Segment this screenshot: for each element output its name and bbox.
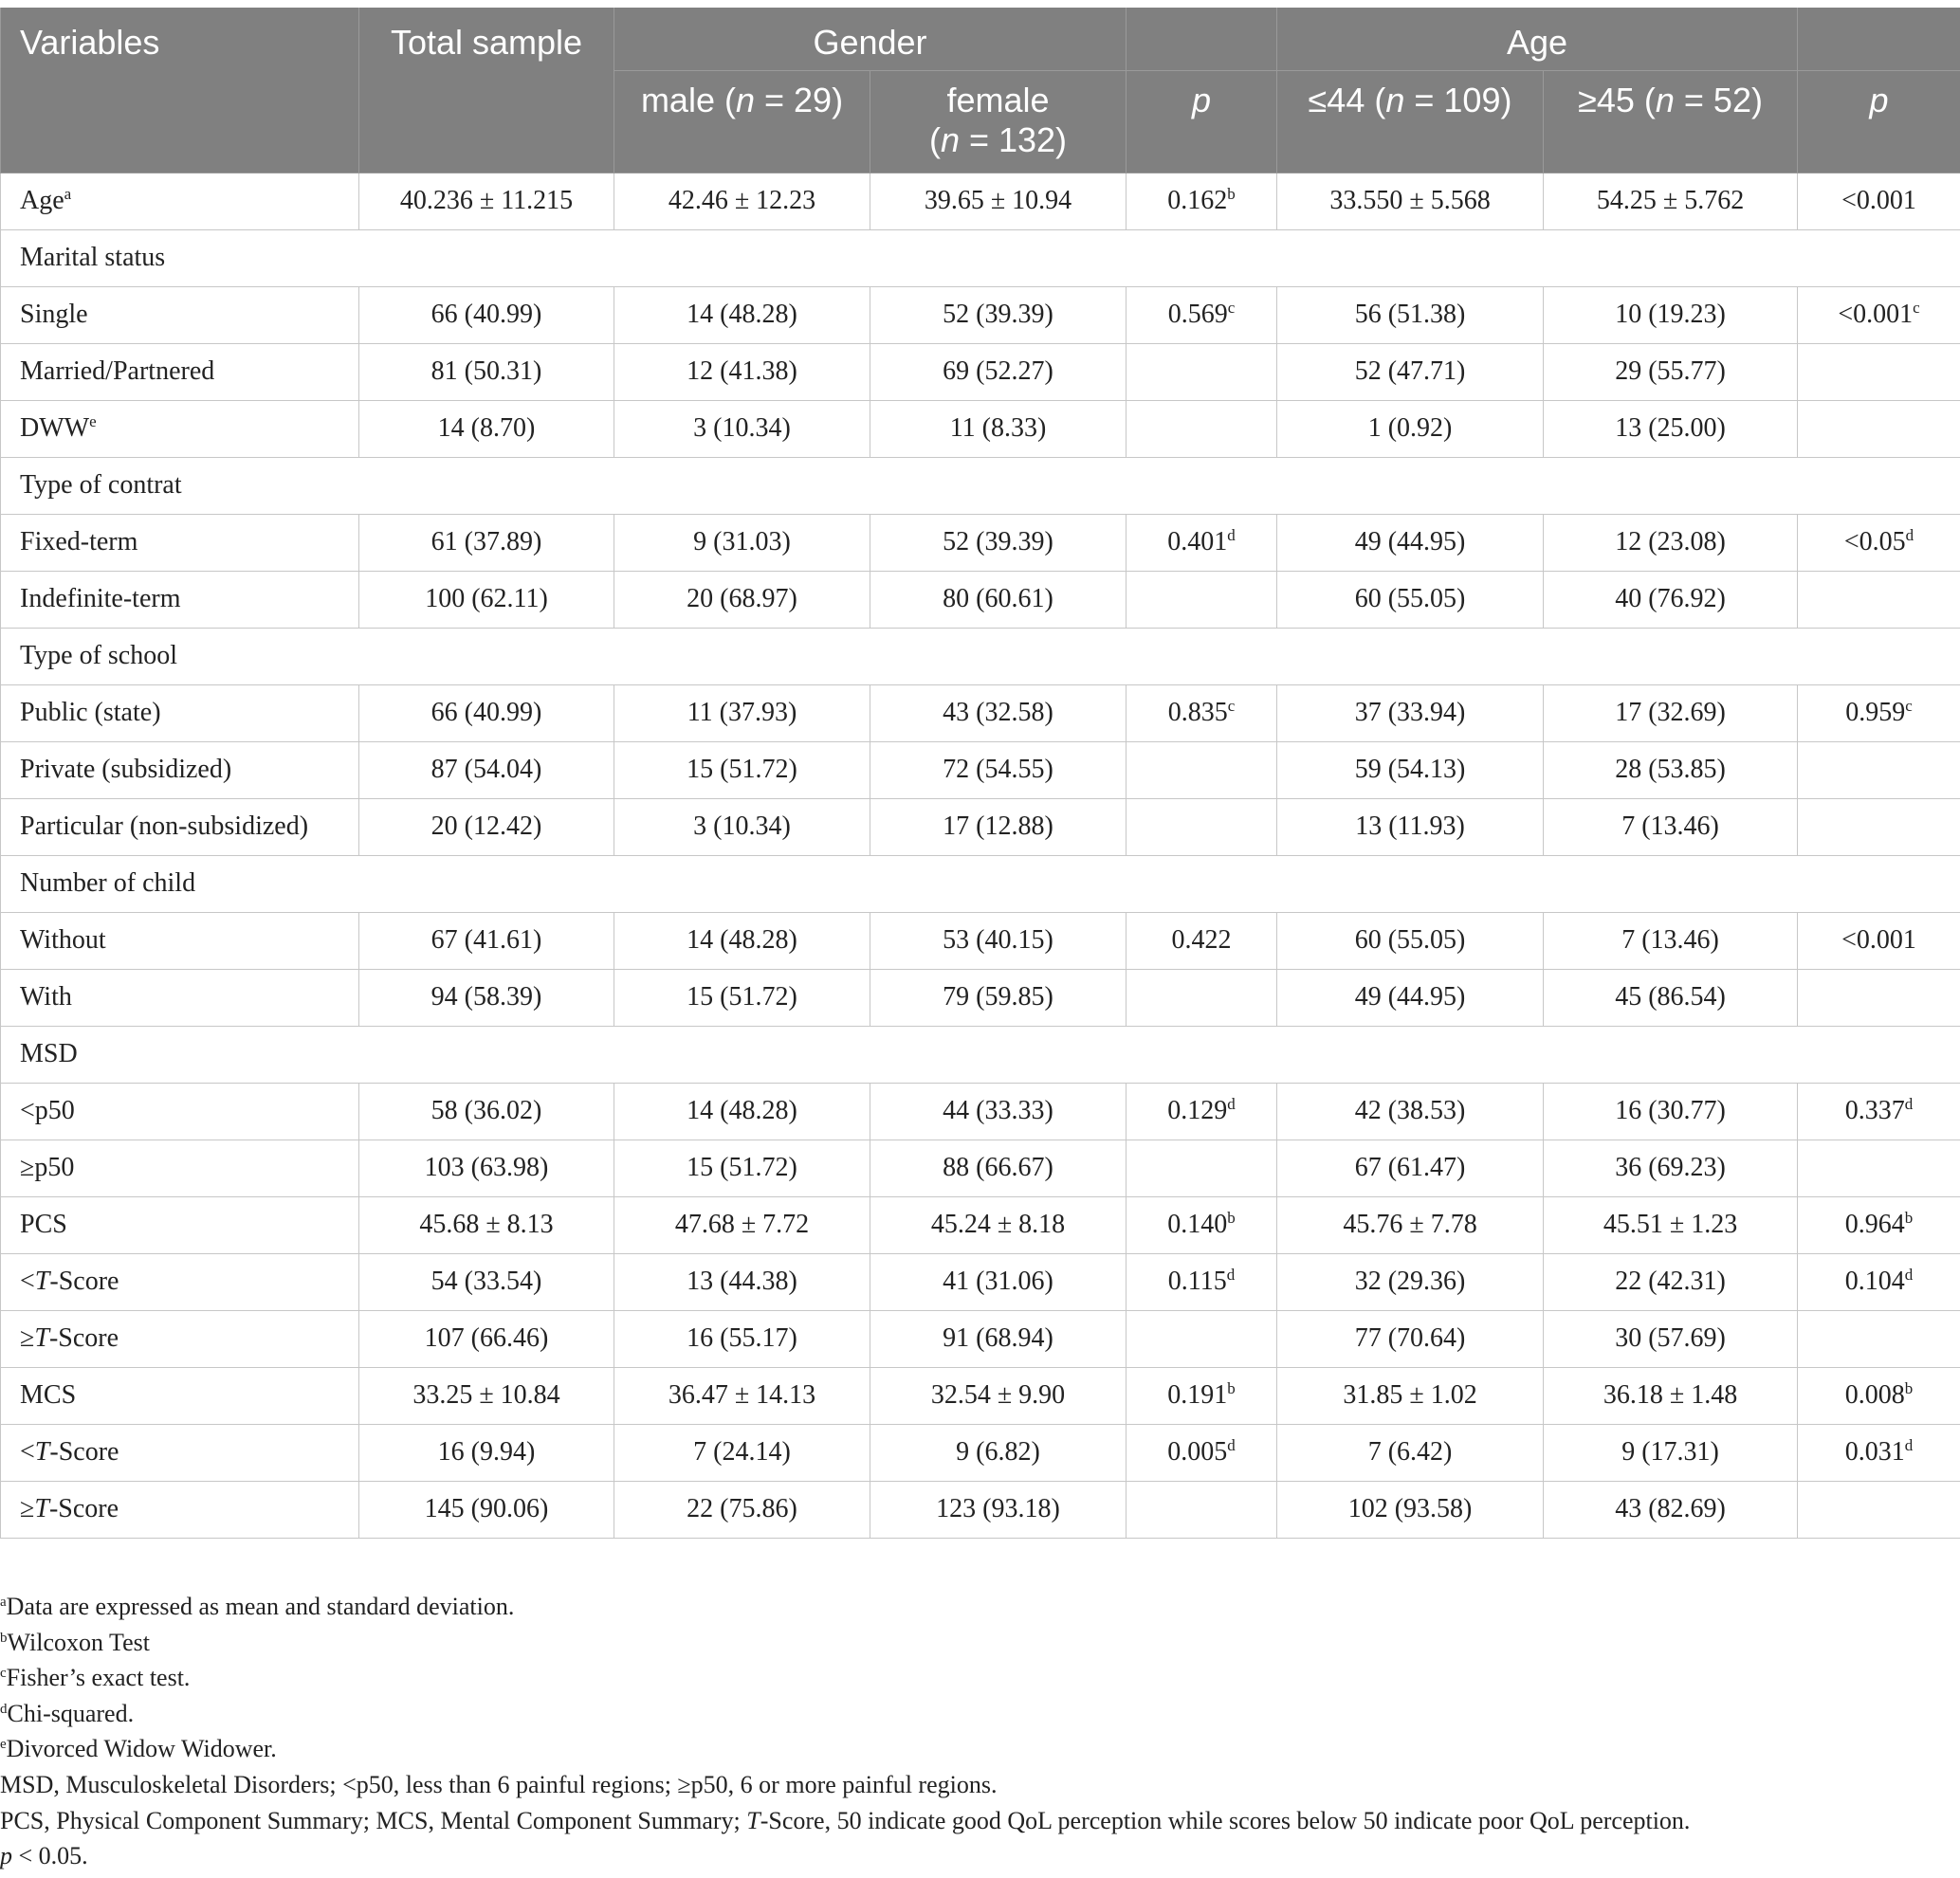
header-p-age: p	[1798, 70, 1960, 173]
table-cell: 22 (75.86)	[614, 1481, 870, 1538]
table-cell: 123 (93.18)	[870, 1481, 1127, 1538]
table-section-row	[1, 229, 1960, 286]
table-cell: 14 (48.28)	[614, 286, 870, 343]
table-cell: 107 (66.46)	[359, 1310, 614, 1367]
table-cell: 16 (30.77)	[1544, 1083, 1798, 1140]
table-row	[1, 684, 1960, 741]
table-cell: <0.05$^d$	[1798, 514, 1960, 571]
table-cell: 39.65 ± 10.94	[870, 173, 1127, 229]
table-cell: 0.162$^b$	[1127, 173, 1277, 229]
table-cell: 40.236 ± 11.215	[359, 173, 614, 229]
table-row	[1, 1424, 1960, 1481]
table-cell: 60 (55.05)	[1277, 571, 1544, 628]
table-cell: 12 (41.38)	[614, 343, 870, 400]
table-cell: 3 (10.34)	[614, 798, 870, 855]
table-cell: 32 (29.36)	[1277, 1253, 1544, 1310]
table-cell: Marital status	[1, 229, 1960, 286]
table-cell: <T-Score	[1, 1424, 359, 1481]
table-section-row	[1, 855, 1960, 912]
table-cell: 17 (32.69)	[1544, 684, 1798, 741]
header-variables: Variables	[1, 8, 359, 173]
table-cell: 45.24 ± 8.18	[870, 1196, 1127, 1253]
table-cell: 9 (6.82)	[870, 1424, 1127, 1481]
table-cell: <0.001	[1798, 173, 1960, 229]
table-cell: DWW$^e$	[1, 400, 359, 457]
header-age-young: ≤44 (n = 109)	[1277, 70, 1544, 173]
table-cell: 54 (33.54)	[359, 1253, 614, 1310]
table-cell: 0.031$^d$	[1798, 1424, 1960, 1481]
table-row	[1, 1140, 1960, 1196]
table-cell: 9 (31.03)	[614, 514, 870, 571]
table-cell: Number of child	[1, 855, 1960, 912]
header-total-sample: Total sample	[359, 8, 614, 173]
footnote-d: $^d$Chi-squared.	[0, 1699, 135, 1727]
table-cell	[1798, 1481, 1960, 1538]
table-cell: 0.959$^c$	[1798, 684, 1960, 741]
table-cell: 0.401$^d$	[1127, 514, 1277, 571]
table-cell: 1 (0.92)	[1277, 400, 1544, 457]
table-cell: 33.550 ± 5.568	[1277, 173, 1544, 229]
table-cell: 69 (52.27)	[870, 343, 1127, 400]
table-cell	[1127, 400, 1277, 457]
table-cell: 45.68 ± 8.13	[359, 1196, 614, 1253]
table-cell: Married/Partnered	[1, 343, 359, 400]
table-cell: 87 (54.04)	[359, 741, 614, 798]
header-gender-p-blank	[1127, 8, 1277, 70]
table-cell: 32.54 ± 9.90	[870, 1367, 1127, 1424]
table-cell: 77 (70.64)	[1277, 1310, 1544, 1367]
table-cell: 102 (93.58)	[1277, 1481, 1544, 1538]
table-cell: 66 (40.99)	[359, 684, 614, 741]
table-row	[1, 173, 1960, 229]
table-row	[1, 1253, 1960, 1310]
table-cell: ≥T-Score	[1, 1310, 359, 1367]
table-row	[1, 798, 1960, 855]
table-cell: With	[1, 969, 359, 1026]
table-cell	[1127, 571, 1277, 628]
table-cell: 72 (54.55)	[870, 741, 1127, 798]
table-cell	[1798, 1310, 1960, 1367]
table-cell: <p50	[1, 1083, 359, 1140]
table-row	[1, 286, 1960, 343]
table-cell: 0.964$^b$	[1798, 1196, 1960, 1253]
table-cell: 47.68 ± 7.72	[614, 1196, 870, 1253]
table-cell: 42 (38.53)	[1277, 1083, 1544, 1140]
table-cell: 13 (44.38)	[614, 1253, 870, 1310]
table-cell	[1127, 798, 1277, 855]
footnote-a: $^a$Data are expressed as mean and standard deviation.	[0, 1593, 515, 1620]
table-container	[0, 8, 1960, 1539]
table-cell: Private (subsidized)	[1, 741, 359, 798]
table-cell: Indefinite-term	[1, 571, 359, 628]
table-cell: 14 (8.70)	[359, 400, 614, 457]
table-cell: Single	[1, 286, 359, 343]
table-cell: 94 (58.39)	[359, 969, 614, 1026]
table-cell: 52 (39.39)	[870, 514, 1127, 571]
table-cell	[1798, 400, 1960, 457]
table-cell: 29 (55.77)	[1544, 343, 1798, 400]
table-cell	[1127, 1140, 1277, 1196]
table-row	[1, 1310, 1960, 1367]
table-cell	[1798, 969, 1960, 1026]
table-cell	[1798, 741, 1960, 798]
table-cell: 145 (90.06)	[359, 1481, 614, 1538]
table-row	[1, 1083, 1960, 1140]
table-cell: 13 (25.00)	[1544, 400, 1798, 457]
table-cell: 42.46 ± 12.23	[614, 173, 870, 229]
table-section-row	[1, 1026, 1960, 1083]
table-cell: 0.569$^c$	[1127, 286, 1277, 343]
table-cell: Particular (non-subsidized)	[1, 798, 359, 855]
table-cell: PCS	[1, 1196, 359, 1253]
table-row	[1, 571, 1960, 628]
table-cell: 15 (51.72)	[614, 741, 870, 798]
table-cell: 67 (41.61)	[359, 912, 614, 969]
header-p-gender: p	[1127, 70, 1277, 173]
table-cell: 14 (48.28)	[614, 1083, 870, 1140]
footnote-c: $^c$Fisher’s exact test.	[0, 1664, 191, 1692]
table-cell: 3 (10.34)	[614, 400, 870, 457]
table-body	[1, 173, 1960, 1538]
table-row	[1, 1367, 1960, 1424]
footnote-pcs-mcs: PCS, Physical Component Summary; MCS, Mental Component Summary; T-Score, 50 indicate good QoL perception while scores below 50 indicate poor QoL perception.	[0, 1806, 1691, 1834]
table-section-row	[1, 457, 1960, 514]
table-cell: 36 (69.23)	[1544, 1140, 1798, 1196]
table-cell: 67 (61.47)	[1277, 1140, 1544, 1196]
table-cell: 11 (8.33)	[870, 400, 1127, 457]
data-table	[0, 8, 1960, 1539]
table-cell: 17 (12.88)	[870, 798, 1127, 855]
table-cell: 49 (44.95)	[1277, 969, 1544, 1026]
table-cell: 59 (54.13)	[1277, 741, 1544, 798]
table-row	[1, 969, 1960, 1026]
table-cell: 100 (62.11)	[359, 571, 614, 628]
table-cell: ≥p50	[1, 1140, 359, 1196]
table-cell: 80 (60.61)	[870, 571, 1127, 628]
table-cell	[1798, 1140, 1960, 1196]
table-row	[1, 1481, 1960, 1538]
table-cell: 49 (44.95)	[1277, 514, 1544, 571]
table-cell: 7 (13.46)	[1544, 912, 1798, 969]
table-cell: 16 (55.17)	[614, 1310, 870, 1367]
header-age-old: ≥45 (n = 52)	[1544, 70, 1798, 173]
table-cell: 45.51 ± 1.23	[1544, 1196, 1798, 1253]
table-cell: 7 (13.46)	[1544, 798, 1798, 855]
footnote-p-value: p < 0.05.	[0, 1842, 88, 1870]
table-row	[1, 1196, 1960, 1253]
header-age-p-blank	[1798, 8, 1960, 70]
table-cell: 37 (33.94)	[1277, 684, 1544, 741]
table-cell: 79 (59.85)	[870, 969, 1127, 1026]
header-male: male (n = 29)	[614, 70, 870, 173]
table-cell: 61 (37.89)	[359, 514, 614, 571]
table-cell: Age$^a$	[1, 173, 359, 229]
table-cell: 13 (11.93)	[1277, 798, 1544, 855]
table-cell: 52 (47.71)	[1277, 343, 1544, 400]
footnote-e: $^e$Divorced Widow Widower.	[0, 1735, 277, 1763]
table-cell: 7 (24.14)	[614, 1424, 870, 1481]
table-cell	[1798, 343, 1960, 400]
table-cell: 0.005$^d$	[1127, 1424, 1277, 1481]
table-cell: 11 (37.93)	[614, 684, 870, 741]
table-cell	[1127, 1310, 1277, 1367]
table-cell: 0.129$^d$	[1127, 1083, 1277, 1140]
table-cell: 88 (66.67)	[870, 1140, 1127, 1196]
table-cell: 56 (51.38)	[1277, 286, 1544, 343]
table-cell	[1127, 1481, 1277, 1538]
table-cell: 20 (12.42)	[359, 798, 614, 855]
table-cell: 16 (9.94)	[359, 1424, 614, 1481]
table-cell: 0.104$^d$	[1798, 1253, 1960, 1310]
table-row	[1, 343, 1960, 400]
table-cell: Type of school	[1, 628, 1960, 684]
table-cell: 30 (57.69)	[1544, 1310, 1798, 1367]
table-cell: 0.422	[1127, 912, 1277, 969]
table-cell: <0.001	[1798, 912, 1960, 969]
table-cell: Public (state)	[1, 684, 359, 741]
table-cell: 43 (32.58)	[870, 684, 1127, 741]
table-cell: 40 (76.92)	[1544, 571, 1798, 628]
table-cell: 41 (31.06)	[870, 1253, 1127, 1310]
table-cell: 0.337$^d$	[1798, 1083, 1960, 1140]
table-cell: Fixed-term	[1, 514, 359, 571]
table-cell: 60 (55.05)	[1277, 912, 1544, 969]
table-cell: <0.001$^c$	[1798, 286, 1960, 343]
table-cell	[1127, 343, 1277, 400]
table-cell: Type of contrat	[1, 457, 1960, 514]
table-cell: 44 (33.33)	[870, 1083, 1127, 1140]
table-cell: 0.835$^c$	[1127, 684, 1277, 741]
table-section-row	[1, 628, 1960, 684]
table-cell: 91 (68.94)	[870, 1310, 1127, 1367]
table-cell: 31.85 ± 1.02	[1277, 1367, 1544, 1424]
table-footnotes	[0, 1589, 1953, 1874]
table-cell: 0.008$^b$	[1798, 1367, 1960, 1424]
table-cell: 0.140$^b$	[1127, 1196, 1277, 1253]
table-cell: 45 (86.54)	[1544, 969, 1798, 1026]
table-cell: 20 (68.97)	[614, 571, 870, 628]
footnote-b: $^b$Wilcoxon Test	[0, 1628, 150, 1656]
table-cell: 36.18 ± 1.48	[1544, 1367, 1798, 1424]
table-cell: MCS	[1, 1367, 359, 1424]
table-cell: 22 (42.31)	[1544, 1253, 1798, 1310]
table-cell	[1798, 798, 1960, 855]
table-cell: 58 (36.02)	[359, 1083, 614, 1140]
table-cell: 66 (40.99)	[359, 286, 614, 343]
table-cell: 33.25 ± 10.84	[359, 1367, 614, 1424]
table-cell: 43 (82.69)	[1544, 1481, 1798, 1538]
table-cell: 54.25 ± 5.762	[1544, 173, 1798, 229]
footnote-msd: MSD, Musculoskeletal Disorders; <p50, less than 6 painful regions; ≥p50, 6 or more painful regions.	[0, 1770, 998, 1798]
table-cell: 15 (51.72)	[614, 969, 870, 1026]
header-female: female (n = 132)	[870, 70, 1127, 173]
table-cell: 12 (23.08)	[1544, 514, 1798, 571]
table-cell: 9 (17.31)	[1544, 1424, 1798, 1481]
table-cell: 0.115$^d$	[1127, 1253, 1277, 1310]
table-row	[1, 741, 1960, 798]
table-cell: 0.191$^b$	[1127, 1367, 1277, 1424]
table-header	[1, 8, 1960, 173]
table-cell: ≥T-Score	[1, 1481, 359, 1538]
table-cell	[1127, 741, 1277, 798]
header-gender: Gender	[614, 8, 1127, 70]
table-cell: 36.47 ± 14.13	[614, 1367, 870, 1424]
table-cell: 14 (48.28)	[614, 912, 870, 969]
table-cell: 28 (53.85)	[1544, 741, 1798, 798]
table-cell: 81 (50.31)	[359, 343, 614, 400]
table-cell: 7 (6.42)	[1277, 1424, 1544, 1481]
table-cell: <T-Score	[1, 1253, 359, 1310]
table-cell: 45.76 ± 7.78	[1277, 1196, 1544, 1253]
table-cell: 53 (40.15)	[870, 912, 1127, 969]
table-row	[1, 912, 1960, 969]
table-cell: Without	[1, 912, 359, 969]
table-row	[1, 400, 1960, 457]
table-cell: 15 (51.72)	[614, 1140, 870, 1196]
table-cell: MSD	[1, 1026, 1960, 1083]
header-age: Age	[1277, 8, 1798, 70]
table-cell: 52 (39.39)	[870, 286, 1127, 343]
table-cell	[1798, 571, 1960, 628]
table-cell: 10 (19.23)	[1544, 286, 1798, 343]
table-row	[1, 514, 1960, 571]
table-cell: 103 (63.98)	[359, 1140, 614, 1196]
table-cell	[1127, 969, 1277, 1026]
